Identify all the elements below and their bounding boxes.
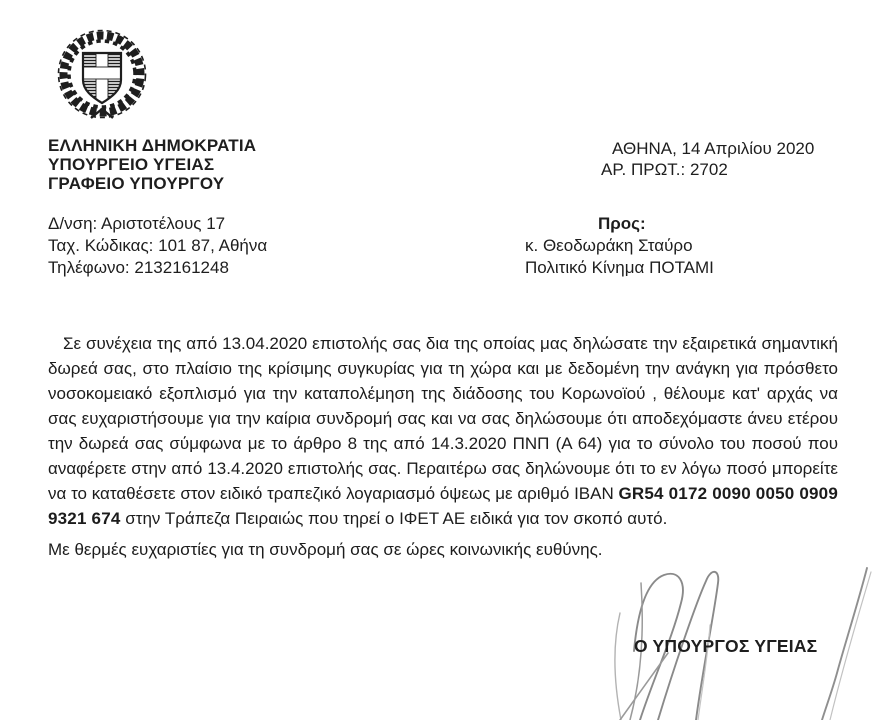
letter-date: ΑΘΗΝΑ, 14 Απριλίου 2020 (612, 139, 815, 158)
recipient-name: κ. Θεοδωράκη Σταύρο (525, 236, 693, 255)
body-paragraph (48, 331, 838, 531)
protocol-number: ΑΡ. ΠΡΩΤ.: 2702 (601, 160, 728, 179)
sender-contact-block (48, 213, 267, 279)
sender-address: Δ/νση: Αριστοτέλους 17 (48, 214, 226, 233)
recipient-block (525, 213, 714, 279)
recipient-organization: Πολιτικό Κίνημα ΠΟΤΑΜΙ (525, 258, 714, 277)
org-line-office: ΓΡΑΦΕΙΟ ΥΠΟΥΡΓΟΥ (48, 174, 225, 193)
sender-phone: Τηλέφωνο: 2132161248 (48, 258, 229, 277)
org-line-ministry: ΥΠΟΥΡΓΕΙΟ ΥΓΕΙΑΣ (48, 155, 215, 174)
date-protocol-block (601, 138, 814, 180)
org-header (48, 136, 256, 193)
sender-postal-code: Ταχ. Κώδικας: 101 87, Αθήνα (48, 236, 268, 255)
greek-national-emblem-icon (55, 26, 149, 124)
body-text-before-iban: Σε συνέχεια της από 13.04.2020 επιστολής σας δια της οποίας μας δηλώσατε την εξαιρετικά σημαντική δωρεά σας, στο πλαίσιο της κρίσιμης συγκυρίας για τη χώρα και με δεδομένη την ανάγκη για πρόσθετο νοσοκομειακό εξοπλισμό για την καταπολέμηση της διάδοσης του Κορωνοϊού , θέλουμε κατ' αρχάς να σας ευχαριστήσουμε για την καίρια συνδρομή σας και να σας δηλώσουμε ότι αποδεχόμαστε άνευ ετέρου την δωρεά σας σύμφωνα με το άρθρο 8 της από 14.3.2020 ΠΝΠ (Α 64) για το σύνολο του ποσού που αναφέρετε στην από 13.4.2020 επιστολής σας. Περαιτέρω σας δηλώνουμε ότι το εν λόγω ποσό μπορείτε να το καταθέσετε στον ειδικό τραπεζικό λογαριασμό όψεως με αριθμό IBAN (48, 334, 838, 503)
body-text-after-iban: στην Τράπεζα Πειραιώς που τηρεί ο ΙΦΕΤ ΑΕ ειδικά για τον σκοπό αυτό. (120, 509, 668, 528)
closing-paragraph: Με θερμές ευχαριστίες για τη συνδρομή σας σε ώρες κοινωνικής ευθύνης. (48, 540, 603, 559)
iban-number: GR54 0172 0090 0050 0909 9321 674 (48, 484, 838, 528)
org-line-republic: ΕΛΛΗΝΙΚΗ ΔΗΜΟΚΡΑΤΙΑ (48, 136, 257, 155)
signatory-title: Ο ΥΠΟΥΡΓΟΣ ΥΓΕΙΑΣ (634, 636, 818, 656)
recipient-label: Προς: (598, 214, 646, 233)
